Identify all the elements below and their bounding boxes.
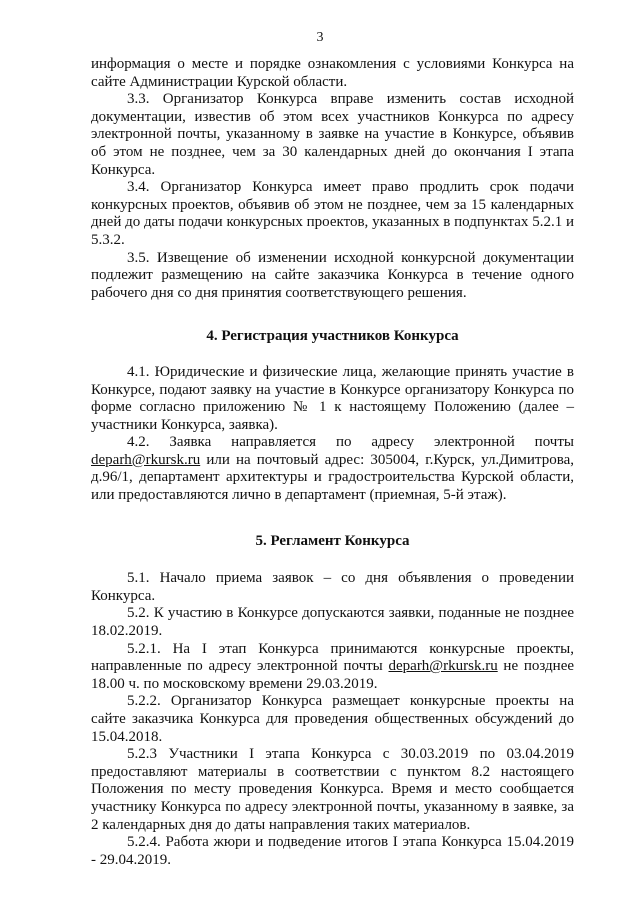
page-number: 3 [316, 30, 324, 45]
paragraph-5-2-4: 5.2.4. Работа жюри и подведение итогов I этапа Конкурса 15.04.2019 - 29.04.2019. [91, 834, 574, 868]
paragraph-5-2-2: 5.2.2. Организатор Конкурса размещает конкурсные проекты на сайте заказчика Конкурса для проведения общественных обсуждений до 15.04.2018. [91, 693, 574, 745]
paragraph-4-1: 4.1. Юридические и физические лица, желающие принять участие в Конкурсе, подают заявку на участие в Конкурсе организатору Конкурса по форме согласно приложению № 1 к настоящему Положению (далее – участники Конкурса, заявка). [91, 363, 574, 433]
document-body [91, 56, 574, 869]
paragraph-5-2-1 [91, 641, 574, 694]
paragraph-5-2-1-text-start: 5.2.1. На I этап Конкурса принимаются конкурсные проекты, направленные по адресу электронной почты [91, 640, 574, 675]
section-4-heading: 4. Регистрация участников Конкурса [206, 328, 459, 345]
paragraph-3-2-continuation: информация о месте и порядке ознакомления с условиями Конкурса на сайте Администрации Курской области. [91, 56, 574, 90]
email-link[interactable]: deparh@rkursk.ru [388, 658, 498, 675]
paragraph-5-2-1-text-end: не позднее 18.00 ч. по московскому времени 29.03.2019. [91, 658, 575, 692]
paragraph-5-2: 5.2. К участию в Конкурсе допускаются заявки, поданные не позднее 18.02.2019. [91, 605, 574, 640]
paragraph-3-5: 3.5. Извещение об изменении исходной конкурсной документации подлежит размещению на сайте заказчика Конкурса в течение одного рабочего дня со дня принятия соответствующего решения. [91, 249, 574, 301]
paragraph-3-4: 3.4. Организатор Конкурса имеет право продлить срок подачи конкурсных проектов, объявив об этом не позднее, чем за 15 календарных дней до даты подачи конкурсных проектов, указанных в подпунктах 5.2.1 и 5.3.2. [91, 179, 574, 248]
email-link[interactable]: deparh@rkursk.ru [91, 451, 201, 468]
paragraph-5-2-3: 5.2.3 Участники I этапа Конкурса с 30.03.2019 по 03.04.2019 предоставляют материалы в соответствии с пунктом 8.2 настоящего Положения по месту проведения Конкурса. Время и место сообщается участнику Конкурса по адресу электронной почты, указанному в заявке, за 2 календарных дня до даты направления таких материалов. [91, 746, 574, 833]
paragraph-3-3: 3.3. Организатор Конкурса вправе изменить состав исходной документации, известив об этом всех участников Конкурса по адресу электронной почты, указанному в заявке на участие в Конкурсе, объявив об этом не позднее, чем за 30 календарных дней до окончания I этапа Конкурса. [91, 91, 574, 178]
paragraph-4-2 [91, 434, 574, 504]
paragraph-4-2-text-start: 4.2. Заявка направляется по адресу электронной почты [127, 434, 574, 451]
paragraph-4-2-text-end: или на почтовый адрес: 305004, г.Курск, ул.Димитрова, д.96/1, департамент архитектуры и градостроительства Курской области, или предоставляются лично в департамент (приемная, 5-й этаж). [91, 451, 574, 504]
paragraph-5-1: 5.1. Начало приема заявок – со дня объявления о проведении Конкурса. [91, 570, 574, 604]
section-5-heading: 5. Регламент Конкурса [255, 532, 410, 549]
